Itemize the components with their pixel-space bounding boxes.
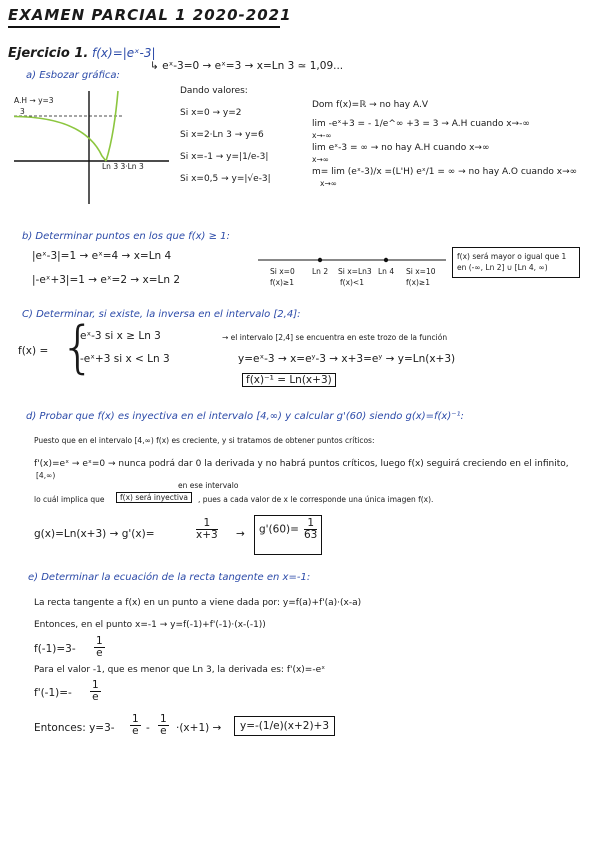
part-e-heading: e) Determinar la ecuación de la recta tangente en x=-1: — [28, 572, 311, 583]
axis-label-ln4: Ln 4 — [378, 267, 395, 276]
limit-right-sub: x→∞ — [312, 155, 329, 164]
oblique-limit: m= lim (eˣ-3)/x =(L'H) eˣ/1 = ∞ → no hay A.O cuando x→∞ — [312, 167, 578, 177]
b-conclusion-box: f(x) será mayor o igual que 1 en (-∞, Ln 2] ∪ [Ln 4, ∞) — [452, 247, 580, 278]
injective-box: f(x) será inyectiva — [116, 492, 192, 503]
e-line-3: f(-1)=3- — [34, 643, 76, 655]
asymptote-label: A.H → y=3 — [14, 96, 54, 105]
domain-text: Dom f(x)=ℝ → no hay A.V — [312, 100, 429, 110]
part-b-heading: b) Determinar puntos en los que f(x) ≥ 1: — [22, 231, 230, 242]
piecewise-brace: { — [60, 315, 96, 380]
e-line-1: La recta tangente a f(x) en un punto a viene dada por: y=f(a)+f'(a)·(x-a) — [34, 598, 362, 608]
frac-num: 1 — [96, 635, 103, 647]
page-title: EXAMEN PARCIAL 1 2020-2021 — [8, 6, 292, 24]
part-c-heading: C) Determinar, si existe, la inversa en el intervalo [2,4]: — [22, 309, 301, 320]
inverse-steps: y=eˣ-3 → x=eʸ-3 → x+3=eʸ → y=Ln(x+3) — [238, 353, 456, 365]
g-prime-num: 1 — [196, 518, 218, 530]
e-line-2: Entonces, en el punto x=-1 → y=f(-1)+f'(-1)·(x-(-1)) — [34, 620, 266, 630]
x-tick-labels: Ln 3 3·Ln 3 — [102, 162, 144, 171]
part-a-heading: a) Esbozar gráfica: — [26, 70, 120, 81]
point-ln4 — [384, 258, 388, 262]
d-line-1: Puesto que en el intervalo [4,∞) f(x) es creciente, y si tratamos de obtener puntos críticos: — [34, 436, 375, 445]
test-result: f(x)≥1 — [406, 278, 430, 287]
arrow: → — [236, 528, 245, 540]
frac-den: e — [160, 725, 167, 738]
e-final-frac-1 — [130, 714, 141, 737]
curve-left — [14, 117, 106, 162]
limit-right: lim eˣ-3 = ∞ → no hay A.H cuando x→∞ — [312, 143, 490, 153]
value-row: Si x=-1 → y=|1/e-3| — [180, 152, 269, 162]
exercise-function: f(x)=|eˣ-3| — [92, 46, 156, 60]
g-prime-den: x+3 — [196, 529, 218, 542]
g-result-fraction — [304, 518, 317, 541]
frac-num: 1 — [92, 679, 99, 691]
values-heading: Dando valores: — [180, 86, 248, 96]
piece-1: eˣ-3 si x ≥ Ln 3 — [80, 330, 161, 342]
oblique-limit-sub: x→∞ — [320, 179, 337, 188]
test-point: Si x=10 — [406, 267, 436, 276]
e-fraction-1 — [94, 636, 105, 659]
number-line — [258, 255, 446, 265]
b-equation-1: |eˣ-3|=1 → eˣ=4 → x=Ln 4 — [32, 250, 172, 262]
value-row: Si x=0 → y=2 — [180, 108, 242, 118]
frac-num: 1 — [132, 713, 139, 725]
test-point: Si x=0 — [270, 267, 295, 276]
tangent-result-box: y=-(1/e)(x+2)+3 — [234, 716, 335, 736]
e-final-mid: ·(x+1) → — [176, 722, 222, 734]
e-final-minus: - — [146, 722, 150, 734]
e-fraction-2 — [90, 680, 101, 703]
d-line-2: f'(x)=eˣ → eˣ=0 → nunca podrá dar 0 la derivada y no habrá puntos críticos, luego f(x) seguirá creciendo en el infinito, — [34, 459, 569, 469]
piece-2: -eˣ+3 si x < Ln 3 — [80, 353, 170, 365]
b-equation-2: |-eˣ+3|=1 → eˣ=2 → x=Ln 2 — [32, 274, 181, 286]
e-line-4: Para el valor -1, que es menor que Ln 3, la derivada es: f'(x)=-eˣ — [34, 665, 326, 675]
piecewise-label: f(x) = — [18, 345, 49, 357]
g-result-box — [254, 515, 322, 555]
d-line-3b: , pues a cada valor de x le corresponde una única imagen f(x). — [198, 495, 434, 504]
frac-den: e — [96, 647, 103, 660]
inverse-result-box: f(x)⁻¹ = Ln(x+3) — [242, 373, 336, 387]
g-result-num: 1 — [304, 518, 317, 530]
frac-den: e — [92, 691, 99, 704]
value-row: Si x=0,5 → y=|√e-3| — [180, 174, 271, 184]
root-equation: ↳ eˣ-3=0 → eˣ=3 → x=Ln 3 ≃ 1,09... — [150, 60, 344, 72]
g-result-label: g'(60)= — [259, 523, 299, 536]
part-d-heading: d) Probar que f(x) es inyectiva en el intervalo [4,∞) y calcular g'(60) siendo g(x)=f(x)⁻¹: — [26, 411, 464, 422]
point-ln2 — [318, 258, 322, 262]
frac-num: 1 — [160, 713, 167, 725]
test-result: f(x)<1 — [340, 278, 364, 287]
piece-1-note: → el intervalo [2,4] se encuentra en este trozo de la función — [222, 333, 448, 342]
g-derivation: g(x)=Ln(x+3) → g'(x)= — [34, 528, 155, 540]
limit-left-sub: x→-∞ — [312, 131, 332, 140]
interval-note: en ese intervalo — [178, 481, 239, 490]
curve-right — [106, 91, 118, 161]
e-line-5: f'(-1)=- — [34, 687, 72, 699]
exercise-label: Ejercicio 1. — [8, 46, 89, 61]
d-line-2-sub: [4,∞) — [36, 471, 56, 480]
d-line-3a: lo cuál implica que — [34, 495, 105, 504]
g-result-den: 63 — [304, 529, 318, 542]
y3-label: 3 — [20, 107, 25, 116]
value-row: Si x=2·Ln 3 → y=6 — [180, 130, 264, 140]
frac-den: e — [132, 725, 139, 738]
title-underline — [8, 26, 280, 28]
g-prime-fraction — [196, 518, 218, 541]
test-point: Si x=Ln3 — [338, 267, 372, 276]
axis-label-ln2: Ln 2 — [312, 267, 329, 276]
limit-left: lim -eˣ+3 = - 1/e^∞ +3 = 3 → A.H cuando x→-∞ — [312, 119, 530, 129]
test-result: f(x)≥1 — [270, 278, 294, 287]
e-final-frac-2 — [158, 714, 169, 737]
e-final-start: Entonces: y=3- — [34, 722, 115, 734]
